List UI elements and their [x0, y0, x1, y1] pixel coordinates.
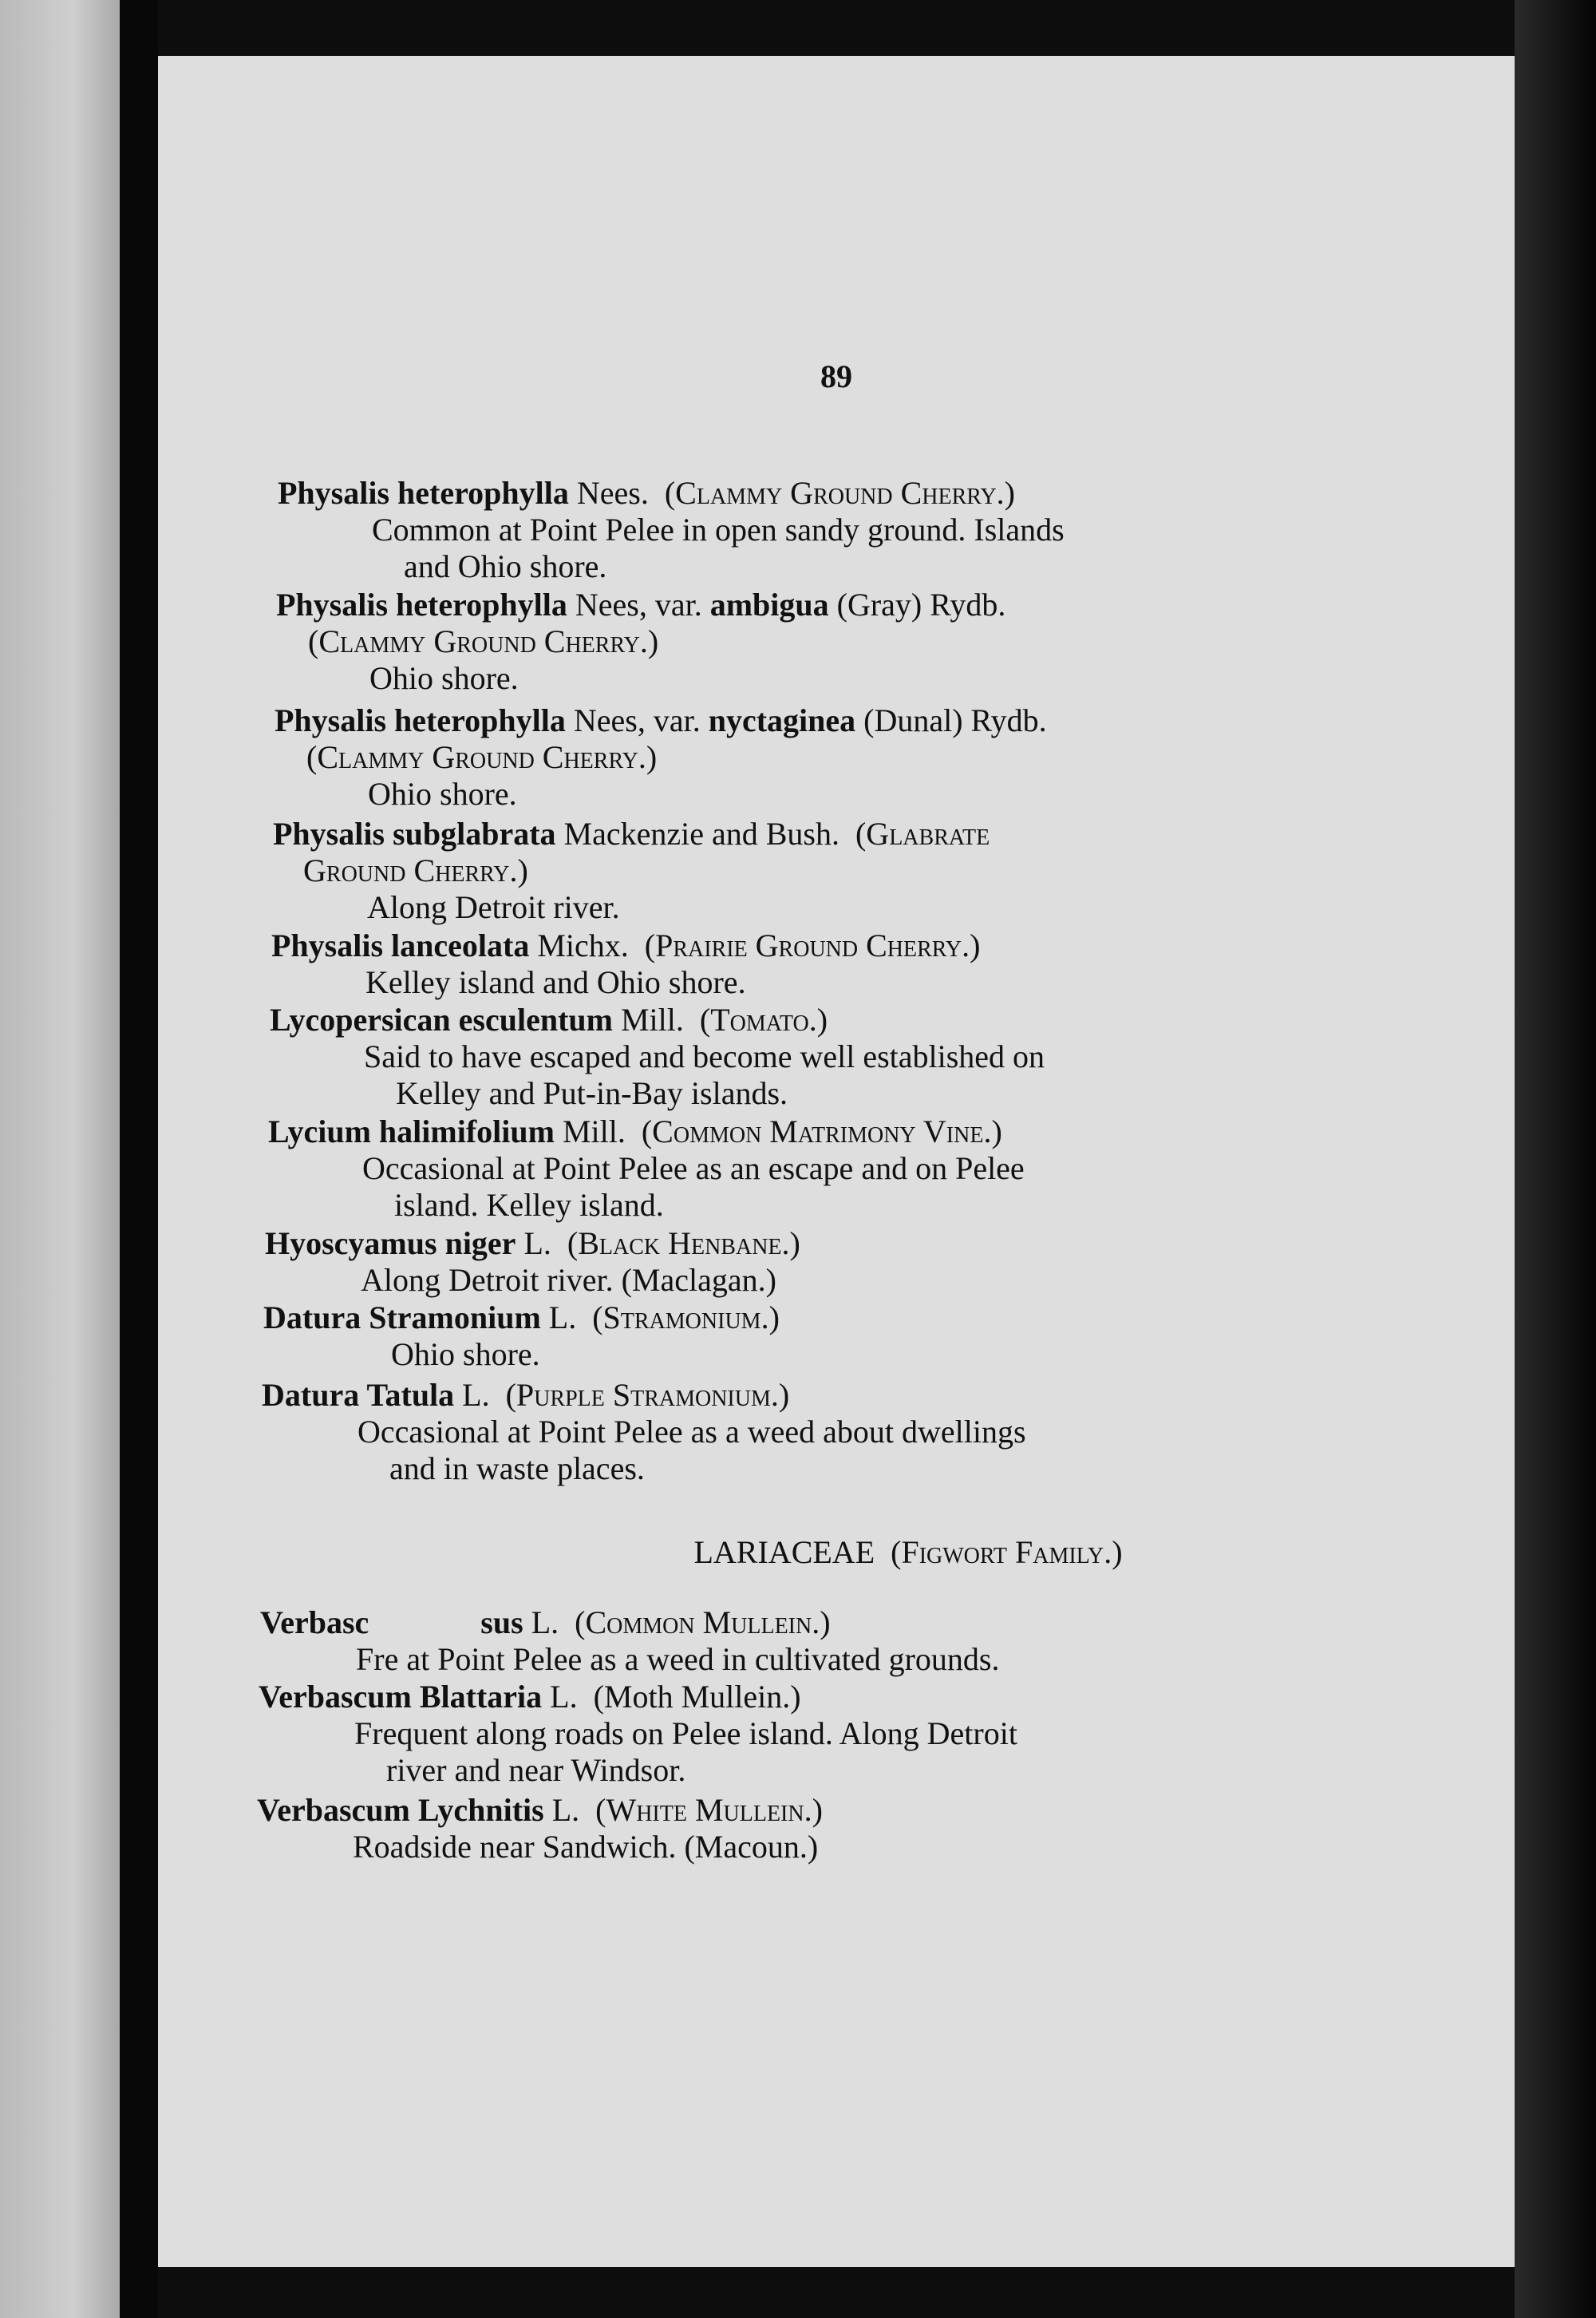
- common-name: (White Mullein.): [595, 1792, 823, 1828]
- common-name: (Clammy Ground Cherry.): [306, 739, 658, 775]
- common-name-continued: Ground Cherry.): [303, 852, 528, 888]
- species-name: Datura Stramonium: [263, 1299, 541, 1335]
- species-entry: [158, 1225, 800, 1299]
- species-name: Physalis heterophylla: [276, 587, 567, 623]
- entry-note: river and near Windsor.: [386, 1752, 686, 1788]
- entry-note: Kelley and Put-in-Bay islands.: [396, 1075, 788, 1111]
- entry-note: Fre at Point Pelee as a weed in cultivated grounds.: [356, 1641, 1000, 1677]
- species-author: Mill.: [612, 1002, 684, 1038]
- species-name: Physalis heterophylla: [275, 702, 566, 738]
- species-author: L.: [540, 1299, 577, 1335]
- species-entry: [158, 475, 1065, 585]
- variety-author: (Dunal) Rydb.: [855, 702, 1047, 738]
- species-entry: [158, 1377, 1026, 1487]
- variety-name: nyctaginea: [708, 702, 856, 738]
- common-name: (Stramonium.): [592, 1299, 780, 1335]
- common-name: (Purple Stramonium.): [505, 1377, 790, 1413]
- species-author: Nees, var.: [565, 702, 709, 738]
- book-page: [158, 56, 1515, 2267]
- entry-note: Occasional at Point Pelee as a weed about dwellings: [358, 1414, 1026, 1450]
- species-name: Verbasc: [260, 1604, 369, 1640]
- species-author: L.: [454, 1377, 490, 1413]
- scan-border: [1515, 0, 1596, 2318]
- book-gutter: [120, 0, 158, 2318]
- entry-note: Ohio shore.: [368, 776, 517, 812]
- species-author: L.: [516, 1225, 551, 1261]
- common-name: (Clammy Ground Cherry.): [664, 475, 1015, 511]
- species-author: Mill.: [554, 1114, 626, 1149]
- variety-name: ambigua: [709, 587, 829, 623]
- species-entry: [158, 1002, 1045, 1112]
- species-name: Lycopersican esculentum: [270, 1002, 613, 1038]
- facing-page-edge: [0, 0, 120, 2318]
- variety-author: (Gray) Rydb.: [828, 587, 1006, 623]
- species-name: Hyoscyamus niger: [265, 1225, 516, 1261]
- entry-note: Ohio shore.: [391, 1336, 540, 1372]
- common-name: (Clammy Ground Cherry.): [308, 623, 659, 659]
- species-author: Nees.: [568, 475, 649, 511]
- species-entry: [158, 702, 1047, 813]
- entry-note: Said to have escaped and become well established on: [364, 1038, 1045, 1074]
- common-name: (Prairie Ground Cherry.): [644, 928, 981, 963]
- entry-note: Occasional at Point Pelee as an escape and on Pelee: [362, 1150, 1025, 1186]
- family-heading: [158, 1534, 1515, 1571]
- entry-note: Roadside near Sandwich. (Macoun.): [353, 1829, 819, 1865]
- family-name: LARIACEAE: [693, 1534, 875, 1570]
- entry-note: Ohio shore.: [369, 660, 519, 696]
- species-author: L.: [543, 1792, 580, 1828]
- page-number: 89: [820, 358, 852, 394]
- species-name: Physalis lanceolata: [271, 928, 530, 963]
- species-name: Lycium halimifolium: [268, 1114, 555, 1149]
- entry-note: Common at Point Pelee in open sandy ground. Islands: [372, 512, 1065, 548]
- species-entry: [158, 928, 980, 1001]
- species-entry: [158, 1604, 999, 1678]
- species-entry: [158, 1114, 1025, 1224]
- species-entry: [158, 1679, 1017, 1789]
- species-author: Mackenzie and Bush.: [555, 816, 839, 852]
- family-common-name: (Figwort Family.): [891, 1534, 1123, 1570]
- species-author: L.: [523, 1604, 559, 1640]
- species-name: Datura Tatula: [262, 1377, 455, 1413]
- entry-note: Kelley island and Ohio shore.: [365, 964, 746, 1000]
- species-entry: [158, 816, 990, 926]
- entry-note: island. Kelley island.: [394, 1187, 664, 1223]
- common-name: (Black Henbane.): [567, 1225, 800, 1261]
- common-name: (Moth Mullein.): [593, 1679, 801, 1715]
- species-author: Nees, var.: [567, 587, 710, 623]
- species-name: Physalis heterophylla: [278, 475, 569, 511]
- entry-note: Frequent along roads on Pelee island. Along Detroit: [354, 1715, 1017, 1751]
- species-author: Michx.: [529, 928, 629, 963]
- species-name: Verbascum Blattaria: [259, 1679, 543, 1715]
- species-name-tail: sus: [480, 1604, 523, 1640]
- common-name: (Common Mullein.): [575, 1604, 831, 1640]
- species-entry: [158, 587, 1005, 697]
- entry-note: Along Detroit river. (Maclagan.): [361, 1262, 776, 1298]
- entry-note: Along Detroit river.: [367, 889, 620, 925]
- species-entry: [158, 1792, 823, 1865]
- species-author: L.: [542, 1679, 578, 1715]
- common-name: (Tomato.): [699, 1002, 828, 1038]
- entry-note: and Ohio shore.: [404, 548, 607, 584]
- species-name: Physalis subglabrata: [273, 816, 556, 852]
- species-name: Verbascum Lychnitis: [257, 1792, 544, 1828]
- common-name: (Common Matrimony Vine.): [641, 1114, 1002, 1149]
- species-entry: [158, 1299, 780, 1373]
- entry-note: and in waste places.: [389, 1450, 645, 1486]
- common-name: (Glabrate: [855, 816, 990, 852]
